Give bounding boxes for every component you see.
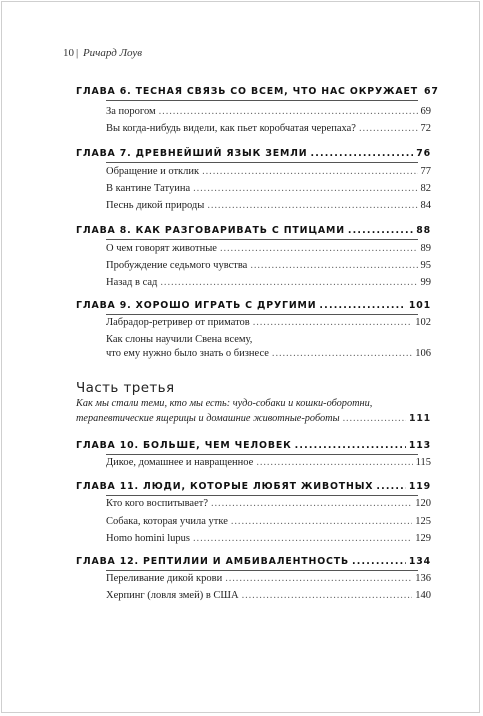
- chapter-page: 88: [416, 225, 431, 236]
- entry-page: 102: [415, 317, 431, 328]
- chapter-title: ГЛАВА 7. ДРЕВНЕЙШИЙ ЯЗЫК ЗЕМЛИ: [76, 148, 308, 159]
- toc-entry[interactable]: [106, 516, 431, 528]
- leader-dots: [193, 184, 417, 195]
- toc-entry[interactable]: [106, 590, 431, 602]
- chapter-7-heading[interactable]: [76, 148, 431, 159]
- chapter-title: ГЛАВА 12. РЕПТИЛИИ И АМБИВАЛЕНТНОСТЬ: [76, 556, 350, 567]
- entry-page: 99: [420, 277, 431, 288]
- header-separator: |: [76, 47, 79, 59]
- entry-page: 129: [415, 533, 431, 544]
- leader-dots: [319, 301, 405, 310]
- entry-title: Как слоны научили Свена всему,: [106, 334, 253, 345]
- entry-title: Вы когда-нибудь видели, как пьет коробчатая черепаха?: [106, 123, 356, 134]
- entry-title: Homo homini lupus: [106, 533, 191, 544]
- entry-page: 84: [420, 200, 431, 211]
- leader-dots: [160, 278, 417, 289]
- divider: [106, 570, 418, 571]
- entry-title-line2: что ему нужно было знать о бизнесе: [106, 348, 269, 359]
- divider: [106, 162, 418, 163]
- entry-title: Кто кого воспитывает?: [106, 498, 208, 509]
- chapter-title: ГЛАВА 11. ЛЮДИ, КОТОРЫЕ ЛЮБЯТ ЖИВОТНЫХ: [76, 481, 374, 492]
- chapter-title: ГЛАВА 8. КАК РАЗГОВАРИВАТЬ С ПТИЦАМИ: [76, 225, 345, 236]
- entry-title: Обращение и отклик: [106, 166, 200, 177]
- toc-entry[interactable]: [106, 348, 431, 360]
- divider: [106, 454, 418, 455]
- entry-title: Песнь дикой природы: [106, 200, 205, 211]
- leader-dots: [295, 441, 406, 450]
- part-page: 111: [409, 413, 431, 424]
- toc-entry[interactable]: [106, 123, 431, 135]
- chapter-title: ГЛАВА 10. БОЛЬШЕ, ЧЕМ ЧЕЛОВЕК: [76, 440, 292, 451]
- chapter-9-heading[interactable]: [76, 300, 431, 311]
- chapter-page: 76: [416, 148, 431, 159]
- leader-dots: [343, 414, 406, 424]
- leader-dots: [256, 458, 412, 469]
- entry-page: 72: [420, 123, 431, 134]
- leader-dots: [207, 201, 417, 212]
- part-title: Часть третья: [76, 380, 175, 396]
- leader-dots: [193, 534, 412, 545]
- leader-dots: [250, 261, 417, 272]
- entry-title: О чем говорят животные: [106, 243, 217, 254]
- entry-page: 120: [415, 498, 431, 509]
- divider: [106, 239, 418, 240]
- leader-dots: [231, 517, 412, 528]
- page-number: 10: [63, 47, 74, 59]
- leader-dots: [348, 226, 413, 235]
- divider: [106, 100, 418, 101]
- chapter-page: 134: [408, 556, 431, 567]
- toc-entry[interactable]: [106, 573, 431, 585]
- entry-page: 95: [420, 260, 431, 271]
- toc-entry[interactable]: [106, 200, 431, 212]
- leader-dots: [253, 318, 413, 329]
- part-description-line2[interactable]: [76, 413, 431, 424]
- leader-dots: [310, 149, 413, 158]
- toc-entry[interactable]: [106, 457, 431, 469]
- entry-title: Лабрадор-ретривер от приматов: [106, 317, 250, 328]
- toc-entry[interactable]: [106, 243, 431, 255]
- leader-dots: [272, 349, 412, 360]
- entry-title: Собака, которая учила утке: [106, 516, 228, 527]
- part-description-line1: Как мы стали теми, кто мы есть: чудо-собаки и кошки-оборотни,: [76, 398, 373, 409]
- entry-title: Дикое, домашнее и навращенное: [106, 457, 254, 468]
- chapter-page: 119: [408, 481, 431, 492]
- leader-dots: [159, 107, 418, 118]
- entry-page: 140: [415, 590, 431, 601]
- entry-page: 69: [420, 106, 431, 117]
- toc-entry[interactable]: [106, 106, 431, 118]
- chapter-page: 67: [423, 86, 439, 97]
- leader-dots: [220, 244, 418, 255]
- entry-title: Херпинг (ловля змей) в США: [106, 590, 239, 601]
- leader-dots: [359, 124, 418, 135]
- chapter-6-heading[interactable]: [76, 86, 439, 97]
- toc-entry[interactable]: [106, 166, 431, 178]
- entry-title: Переливание дикой крови: [106, 573, 223, 584]
- toc-entry[interactable]: [106, 183, 431, 195]
- part-description-text: терапевтические ящерицы и домашние животные-роботы: [76, 413, 340, 424]
- toc-entry[interactable]: [106, 277, 431, 289]
- toc-entry[interactable]: [106, 533, 431, 545]
- toc-entry[interactable]: [106, 317, 431, 329]
- entry-page: 136: [415, 573, 431, 584]
- chapter-8-heading[interactable]: [76, 225, 431, 236]
- entry-page: 115: [415, 457, 431, 468]
- chapter-title: ГЛАВА 6. ТЕСНАЯ СВЯЗЬ СО ВСЕМ, ЧТО НАС ОКРУЖАЕТ: [76, 86, 418, 97]
- leader-dots: [242, 591, 413, 602]
- entry-page: 89: [420, 243, 431, 254]
- entry-page: 77: [420, 166, 431, 177]
- chapter-title: ГЛАВА 9. ХОРОШО ИГРАТЬ С ДРУГИМИ: [76, 300, 317, 311]
- chapter-page: 113: [408, 440, 431, 451]
- leader-dots: [376, 482, 406, 491]
- entry-page: 106: [415, 348, 431, 359]
- divider: [106, 314, 418, 315]
- toc-entry-line1[interactable]: [106, 334, 431, 345]
- entry-title: Назад в сад: [106, 277, 158, 288]
- leader-dots: [352, 557, 406, 566]
- author-name: Ричард Лоув: [82, 47, 142, 59]
- leader-dots: [211, 499, 412, 510]
- divider: [106, 495, 418, 496]
- toc-entry[interactable]: [106, 260, 431, 272]
- entry-page: 82: [420, 183, 431, 194]
- running-header: [63, 47, 142, 59]
- entry-title: За порогом: [106, 106, 156, 117]
- toc-entry[interactable]: [106, 498, 431, 510]
- chapter-12-heading[interactable]: [76, 556, 431, 567]
- chapter-11-heading[interactable]: [76, 481, 431, 492]
- entry-page: 125: [415, 516, 431, 527]
- entry-title: Пробуждение седьмого чувства: [106, 260, 248, 271]
- chapter-10-heading[interactable]: [76, 440, 431, 451]
- leader-dots: [225, 574, 412, 585]
- leader-dots: [202, 167, 417, 178]
- entry-title: В кантине Татуина: [106, 183, 191, 194]
- chapter-page: 101: [408, 300, 431, 311]
